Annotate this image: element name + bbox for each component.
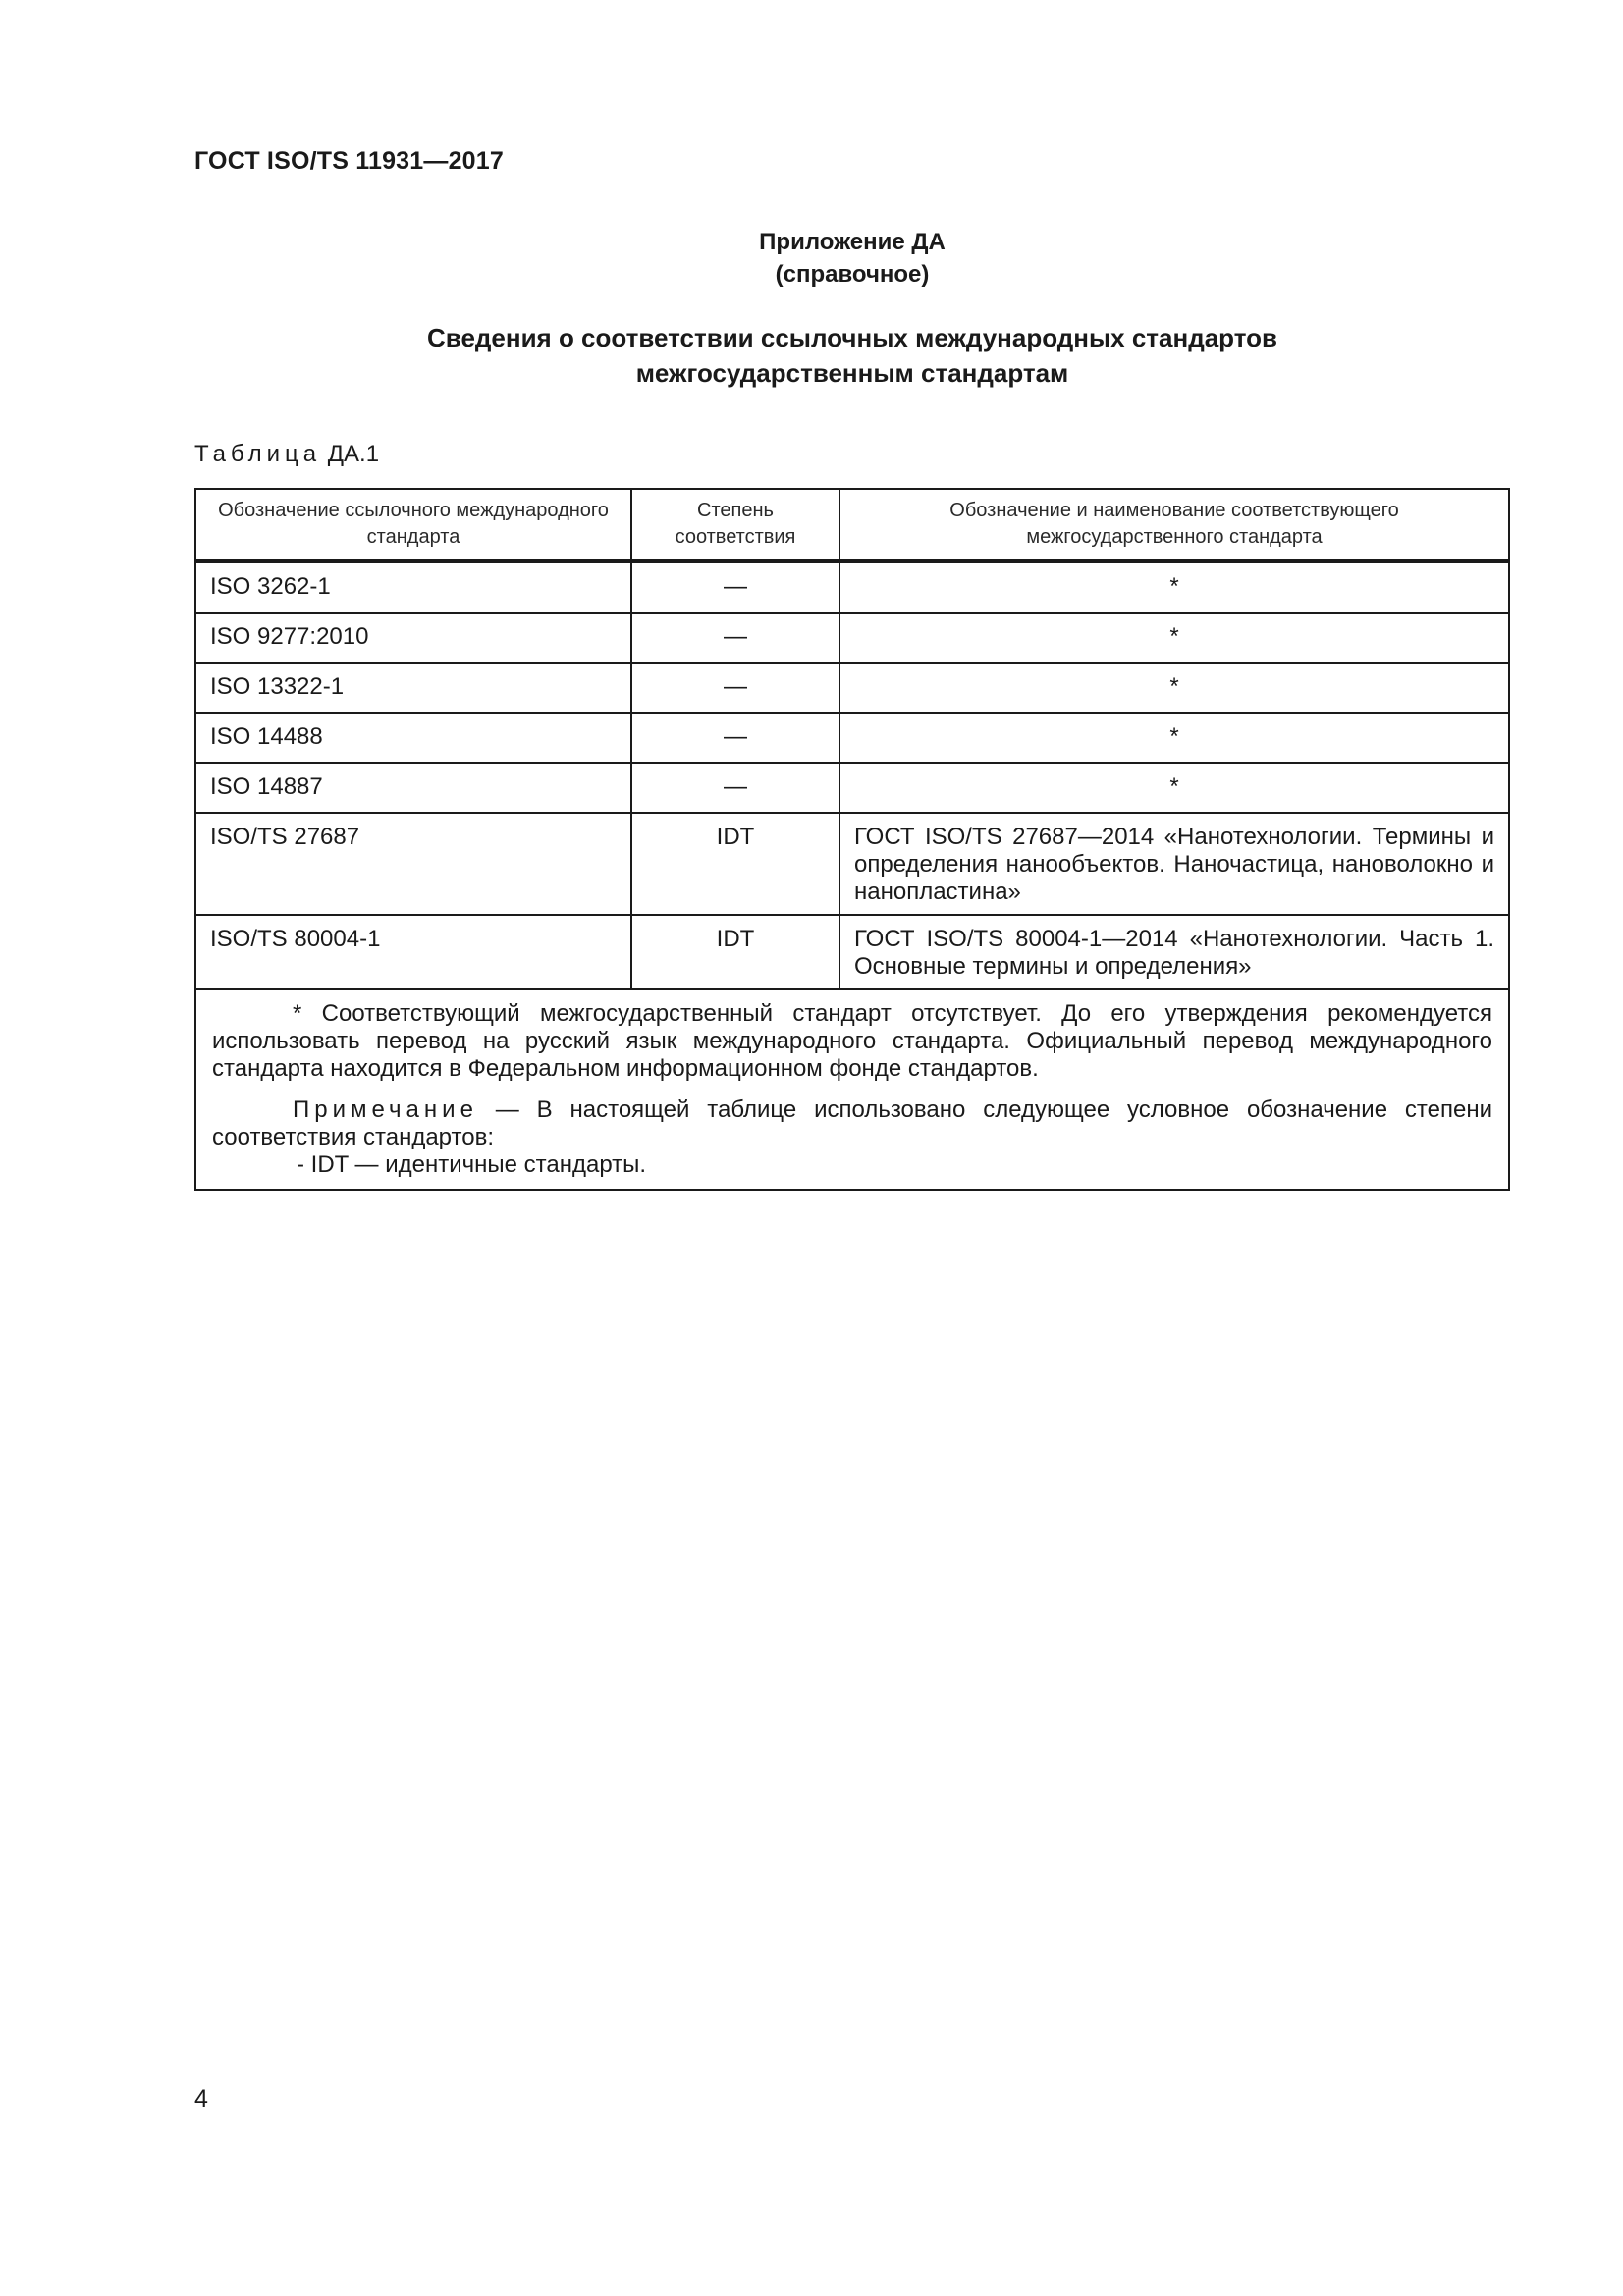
cell-degree: —	[631, 763, 839, 813]
cell-degree: —	[631, 613, 839, 663]
cell-name: *	[839, 763, 1509, 813]
cell-degree: —	[631, 663, 839, 713]
section-title-line-2: межгосударственным стандартам	[635, 358, 1069, 388]
correspondence-table	[194, 488, 1510, 1191]
cell-standard: ISO 9277:2010	[195, 613, 631, 663]
table-note	[212, 1096, 1492, 1151]
cell-name: *	[839, 613, 1509, 663]
cell-standard: ISO 3262-1	[195, 561, 631, 614]
section-title-line-1: Сведения о соответствии ссылочных международных стандартов	[427, 323, 1277, 352]
appendix-title: Приложение ДА	[759, 229, 946, 255]
document-header: ГОСТ ISO/TS 11931—2017	[194, 147, 504, 175]
table-caption	[194, 441, 379, 468]
table-caption-word: Таблица	[194, 441, 322, 467]
table-header-row	[195, 489, 1509, 561]
header-interstate-standard: Обозначение и наименование соответствующего межгосударственного стандарта	[839, 489, 1509, 561]
table-row	[195, 713, 1509, 763]
table-row	[195, 813, 1509, 915]
cell-standard: ISO/TS 27687	[195, 813, 631, 915]
cell-standard: ISO/TS 80004-1	[195, 915, 631, 989]
cell-standard: ISO 13322-1	[195, 663, 631, 713]
table-row	[195, 763, 1509, 813]
section-title	[194, 320, 1510, 391]
table-row	[195, 561, 1509, 614]
header-degree-of-correspondence: Степень соответствия	[631, 489, 839, 561]
table-notes-row	[195, 989, 1509, 1190]
cell-name: ГОСТ ISO/TS 80004-1—2014 «Нанотехнологии. Часть 1. Основные термины и определения»	[839, 915, 1509, 989]
appendix-heading	[194, 226, 1510, 291]
appendix-subtitle: (справочное)	[775, 261, 930, 288]
cell-standard: ISO 14887	[195, 763, 631, 813]
cell-degree: —	[631, 713, 839, 763]
table-row	[195, 613, 1509, 663]
header-reference-standard: Обозначение ссылочного международного стандарта	[195, 489, 631, 561]
cell-degree: IDT	[631, 915, 839, 989]
cell-standard: ISO 14488	[195, 713, 631, 763]
page-number: 4	[194, 2085, 208, 2112]
table-notes	[195, 989, 1509, 1190]
table-caption-number: ДА.1	[327, 441, 380, 467]
cell-name: *	[839, 713, 1509, 763]
cell-name: ГОСТ ISO/TS 27687—2014 «Нанотехнологии. Термины и определения нанообъектов. Наночастица, нановолокно и нанопластина»	[839, 813, 1509, 915]
table-footnote: * Соответствующий межгосударственный стандарт отсутствует. До его утверждения рекомендуется использовать перевод на русский язык международного стандарта. Официальный перевод международного стандарта находится в Федеральном информационном фонде стандартов.	[212, 1000, 1492, 1082]
note-idt-item: - IDT — идентичные стандарты.	[297, 1151, 647, 1178]
note-label: Примечание	[293, 1096, 478, 1123]
cell-name: *	[839, 561, 1509, 614]
cell-degree: IDT	[631, 813, 839, 915]
cell-degree: —	[631, 561, 839, 614]
table-row	[195, 663, 1509, 713]
cell-name: *	[839, 663, 1509, 713]
note-text: — В настоящей таблице использовано следующее условное обозначение степени соответствия стандартов:	[212, 1096, 1492, 1150]
table-row	[195, 915, 1509, 989]
